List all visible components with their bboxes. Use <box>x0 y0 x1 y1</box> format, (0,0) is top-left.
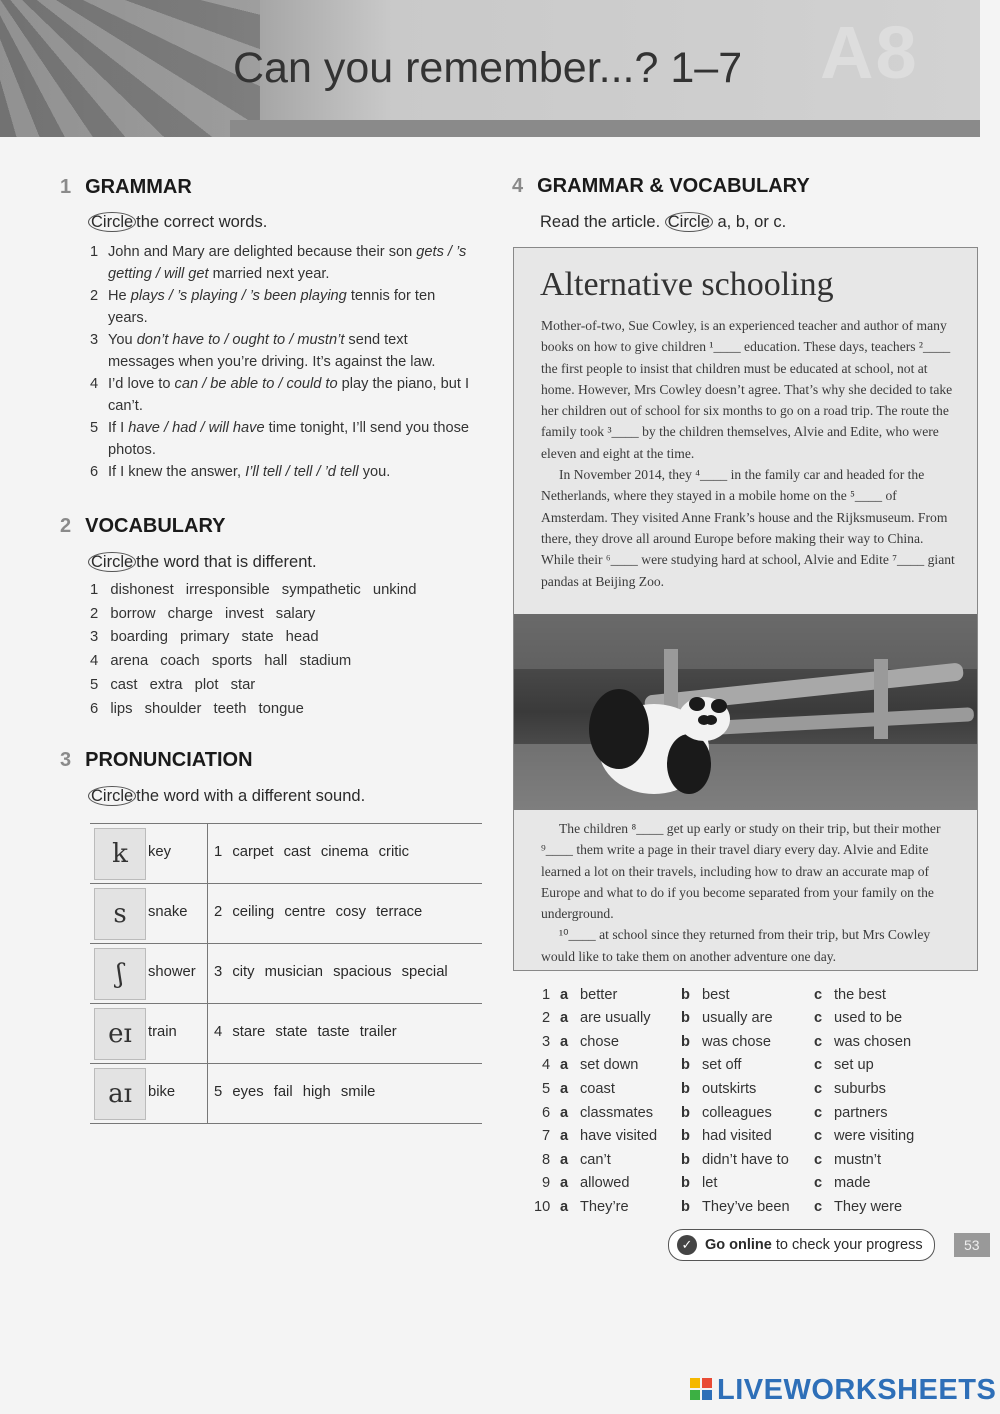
grammar-vocabulary-instruction <box>540 213 786 232</box>
question-text: play the piano, but I can’t. <box>108 376 470 414</box>
answer-row <box>530 1010 950 1032</box>
liveworksheets-logo-icon <box>690 1378 712 1400</box>
letter-b: b <box>681 1081 690 1097</box>
pronunciation-instruction <box>88 787 365 806</box>
letter-b: b <box>681 987 690 1003</box>
keyword: snake <box>148 904 188 920</box>
section-title: GRAMMAR & VOCABULARY <box>537 175 810 197</box>
section-number: 1 <box>60 176 72 198</box>
article-text-top <box>541 315 959 592</box>
divider <box>207 884 208 943</box>
answer-row <box>530 1105 950 1127</box>
answer-row <box>530 987 950 1009</box>
letter-a: a <box>560 1057 569 1073</box>
answer-choices[interactable]: gets / ’s getting / will get <box>108 244 467 282</box>
option-b[interactable]: set off <box>702 1057 742 1073</box>
option-b[interactable]: usually are <box>702 1010 773 1026</box>
question-text: you. <box>358 464 391 480</box>
section-number: 4 <box>512 175 524 197</box>
phonetic-symbol-image: ʃ <box>94 948 146 1000</box>
circle-word: Circle <box>665 212 713 232</box>
option-a[interactable]: They’re <box>580 1199 629 1215</box>
answer-number: 4 <box>542 1057 551 1073</box>
answer-row <box>530 1034 950 1056</box>
grammar-question <box>90 241 470 285</box>
vocabulary-row[interactable]: 1 dishonest irresponsible sympathetic unkind <box>90 582 417 598</box>
phonetic-symbol-image: aɪ <box>94 1068 146 1120</box>
question-text: If I <box>108 420 129 436</box>
divider <box>207 944 208 1003</box>
option-c[interactable]: set up <box>834 1057 874 1073</box>
letter-c: c <box>814 1128 823 1144</box>
instruction-text: the word with a different sound. <box>136 787 366 805</box>
section-title: PRONUNCIATION <box>85 749 253 771</box>
instruction-text: the word that is different. <box>136 553 317 571</box>
option-a[interactable]: allowed <box>580 1175 630 1191</box>
answer-choices[interactable]: I’ll tell / tell / ’d tell <box>245 464 359 480</box>
divider <box>207 1064 208 1123</box>
vocabulary-row[interactable]: 3 boarding primary state head <box>90 629 319 645</box>
letter-a: a <box>560 1128 569 1144</box>
pronunciation-row <box>90 1004 482 1064</box>
keyword: train <box>148 1024 177 1040</box>
grammar-vocabulary-heading <box>512 175 810 198</box>
letter-a: a <box>560 1175 569 1191</box>
option-b[interactable]: They’ve been <box>702 1199 790 1215</box>
pronunciation-row <box>90 944 482 1004</box>
go-online-bold: Go online <box>705 1237 772 1253</box>
circle-word: Circle <box>88 212 136 232</box>
letter-c: c <box>814 1057 823 1073</box>
letter-b: b <box>681 1152 690 1168</box>
question-text: tennis for ten years. <box>108 288 436 326</box>
phonetic-symbol-image: s <box>94 888 146 940</box>
option-a[interactable]: are usually <box>580 1010 651 1026</box>
answer-row <box>530 1152 950 1174</box>
pronunciation-row <box>90 1064 482 1124</box>
option-a[interactable]: better <box>580 987 618 1003</box>
panda-photo <box>514 614 977 810</box>
word-options[interactable]: 1 carpet cast cinema critic <box>214 844 410 860</box>
vocabulary-row[interactable]: 4 arena coach sports hall stadium <box>90 653 352 669</box>
question-number: 5 <box>90 420 99 436</box>
letter-b: b <box>681 1199 690 1215</box>
circle-word: Circle <box>88 552 136 572</box>
keyword: shower <box>148 964 196 980</box>
question-number: 1 <box>90 244 99 260</box>
go-online-rest: to check your progress <box>771 1237 923 1253</box>
header-fan-decoration <box>0 0 260 137</box>
option-c[interactable]: made <box>834 1175 871 1191</box>
checkmark-icon: ✓ <box>677 1235 697 1255</box>
letter-c: c <box>814 1081 823 1097</box>
question-text: He <box>108 288 131 304</box>
grammar-question <box>90 461 470 483</box>
answer-number: 7 <box>542 1128 551 1144</box>
letter-b: b <box>681 1057 690 1073</box>
answer-row <box>530 1128 950 1150</box>
phonetic-symbol-image: k <box>94 828 146 880</box>
answer-number: 8 <box>542 1152 551 1168</box>
phonetic-symbol-image: eɪ <box>94 1008 146 1060</box>
option-c[interactable]: was chosen <box>834 1034 912 1050</box>
section-number: 2 <box>60 515 72 537</box>
go-online-badge[interactable] <box>668 1229 935 1261</box>
answer-number: 5 <box>542 1081 551 1097</box>
question-text: send text messages when you’re driving. It’s against the law. <box>108 332 436 370</box>
question-text: You <box>108 332 137 348</box>
answer-row <box>530 1199 950 1221</box>
grammar-questions <box>90 241 470 483</box>
letter-a: a <box>560 1152 569 1168</box>
keyword: key <box>148 844 172 860</box>
option-b[interactable]: outskirts <box>702 1081 757 1097</box>
vocabulary-row[interactable]: 2 borrow charge invest salary <box>90 606 316 622</box>
letter-c: c <box>814 1034 823 1050</box>
option-c[interactable]: partners <box>834 1105 888 1121</box>
letter-c: c <box>814 987 823 1003</box>
word-options[interactable]: 2 ceiling centre cosy terrace <box>214 904 423 920</box>
keyword: bike <box>148 1084 176 1100</box>
answer-row <box>530 1081 950 1103</box>
option-c[interactable]: were visiting <box>834 1128 915 1144</box>
vocabulary-row[interactable]: 6 lips shoulder teeth tongue <box>90 701 304 717</box>
divider <box>207 824 208 883</box>
answer-choices[interactable]: can / be able to / could to <box>174 376 338 392</box>
option-b[interactable]: was chose <box>702 1034 771 1050</box>
option-c[interactable]: They were <box>834 1199 903 1215</box>
word-options[interactable]: 3 city musician spacious special <box>214 964 448 980</box>
letter-c: c <box>814 1199 823 1215</box>
article-text-bottom <box>541 818 959 967</box>
letter-b: b <box>681 1034 690 1050</box>
option-a[interactable]: can’t <box>580 1152 611 1168</box>
answer-row <box>530 1175 950 1197</box>
article-paragraph: The children ⁸____ get up early or study on their trip, but their mother ⁹____ them write a page in their travel diary every day. Alvie and Edite learned a lot on their travels, including how to draw an accurate map of Europe and what to do if you become separated from your family on the underground. <box>541 821 941 922</box>
grammar-question <box>90 285 470 329</box>
question-text: John and Mary are delighted because their son <box>108 244 417 260</box>
letter-c: c <box>814 1152 823 1168</box>
article-paragraph: In November 2014, they ⁴____ in the family car and headed for the Netherlands, where they stayed in a mobile home on the ⁵____ of Amsterdam. They visited Anne Frank’s house and the Rijksmuseum. From there, they drove all around Europe before making their way to China. While their ⁶____ were studying hard at school, Alvie and Edite ⁷____ giant pandas at Beijing Zoo. <box>541 467 955 589</box>
answer-row <box>530 1057 950 1079</box>
section-title: VOCABULARY <box>85 515 226 537</box>
option-b[interactable]: best <box>702 987 730 1003</box>
page-number: 53 <box>954 1233 990 1257</box>
brand-text: LIVEWORKSHEETS <box>717 1374 997 1406</box>
pronunciation-table <box>90 823 482 1124</box>
letter-a: a <box>560 1105 569 1121</box>
header-ghost-text: A8 <box>820 11 919 94</box>
option-a[interactable]: have visited <box>580 1128 658 1144</box>
grammar-question <box>90 373 470 417</box>
instruction-text: a, b, or c. <box>712 213 787 231</box>
word-options[interactable]: 4 stare state taste trailer <box>214 1024 397 1040</box>
question-number: 2 <box>90 288 99 304</box>
instruction-text: Read the article. <box>540 213 665 231</box>
vocabulary-heading <box>60 515 226 538</box>
article-paragraph: ¹⁰____ at school since they returned from their trip, but Mrs Cowley would like to take them on another adventure one day. <box>541 927 931 964</box>
article-title: Alternative schooling <box>540 266 834 303</box>
grammar-heading <box>60 176 192 199</box>
vocabulary-row[interactable]: 5 cast extra plot star <box>90 677 256 693</box>
question-text: time tonight, I’ll send you those photos. <box>108 420 470 458</box>
question-text: married next year. <box>208 266 330 282</box>
option-b[interactable]: had visited <box>702 1128 772 1144</box>
letter-a: a <box>560 1010 569 1026</box>
option-c[interactable]: suburbs <box>834 1081 886 1097</box>
option-b[interactable]: didn’t have to <box>702 1152 789 1168</box>
option-b[interactable]: colleagues <box>702 1105 772 1121</box>
letter-b: b <box>681 1175 690 1191</box>
question-text: If I knew the answer, <box>108 464 246 480</box>
answer-number: 1 <box>542 987 551 1003</box>
option-b[interactable]: let <box>702 1175 718 1191</box>
letter-a: a <box>560 1081 569 1097</box>
letter-b: b <box>681 1128 690 1144</box>
instruction-text: the correct words. <box>136 213 268 231</box>
panda-photo-illustration <box>514 614 977 810</box>
grammar-instruction <box>88 213 267 232</box>
answer-number: 10 <box>534 1199 551 1215</box>
option-a[interactable]: set down <box>580 1057 639 1073</box>
option-c[interactable]: used to be <box>834 1010 903 1026</box>
article-paragraph: Mother-of-two, Sue Cowley, is an experienced teacher and author of many books on how to give children ¹____ education. These days, teachers ²____ the first people to insist that children must be educated at school, not at home. However, Mrs Cowley doesn’t agree. That’s why she decided to take her children out of school for six months to go on a road trip. The route the family took ³____ by the children themselves, Alvie and Edite, who were eleven and eight at the time. <box>541 318 953 461</box>
letter-a: a <box>560 1199 569 1215</box>
answer-choices[interactable]: have / had / will have <box>128 420 265 436</box>
answer-choices[interactable]: plays / ’s playing / ’s been playing <box>130 288 347 304</box>
option-a[interactable]: classmates <box>580 1105 653 1121</box>
answer-number: 3 <box>542 1034 551 1050</box>
section-title: GRAMMAR <box>85 176 192 198</box>
page-header <box>0 0 980 137</box>
article-box <box>513 247 978 971</box>
option-a[interactable]: coast <box>580 1081 615 1097</box>
question-number: 3 <box>90 332 99 348</box>
letter-b: b <box>681 1010 690 1026</box>
pronunciation-row <box>90 884 482 944</box>
option-a[interactable]: chose <box>580 1034 619 1050</box>
answer-number: 2 <box>542 1010 551 1026</box>
grammar-question <box>90 417 470 461</box>
question-number: 4 <box>90 376 99 392</box>
page-title: Can you remember...? 1–7 <box>233 44 743 92</box>
vocabulary-instruction <box>88 553 317 572</box>
go-online-text <box>705 1230 923 1260</box>
letter-a: a <box>560 1034 569 1050</box>
circle-word: Circle <box>88 786 136 806</box>
letter-a: a <box>560 987 569 1003</box>
letter-c: c <box>814 1010 823 1026</box>
grammar-question <box>90 329 470 373</box>
answer-number: 9 <box>542 1175 551 1191</box>
header-band <box>230 120 980 137</box>
letter-b: b <box>681 1105 690 1121</box>
word-options[interactable]: 5 eyes fail high smile <box>214 1084 376 1100</box>
section-number: 3 <box>60 749 72 771</box>
option-c[interactable]: the best <box>834 987 886 1003</box>
letter-c: c <box>814 1175 823 1191</box>
answer-number: 6 <box>542 1105 551 1121</box>
question-text: I’d love to <box>108 376 175 392</box>
pronunciation-heading <box>60 749 253 772</box>
question-number: 6 <box>90 464 99 480</box>
divider <box>207 1004 208 1063</box>
option-c[interactable]: mustn’t <box>834 1152 882 1168</box>
letter-c: c <box>814 1105 823 1121</box>
answer-choices[interactable]: don’t have to / ought to / mustn’t <box>136 332 345 348</box>
pronunciation-row <box>90 824 482 884</box>
liveworksheets-brand[interactable] <box>690 1374 996 1407</box>
